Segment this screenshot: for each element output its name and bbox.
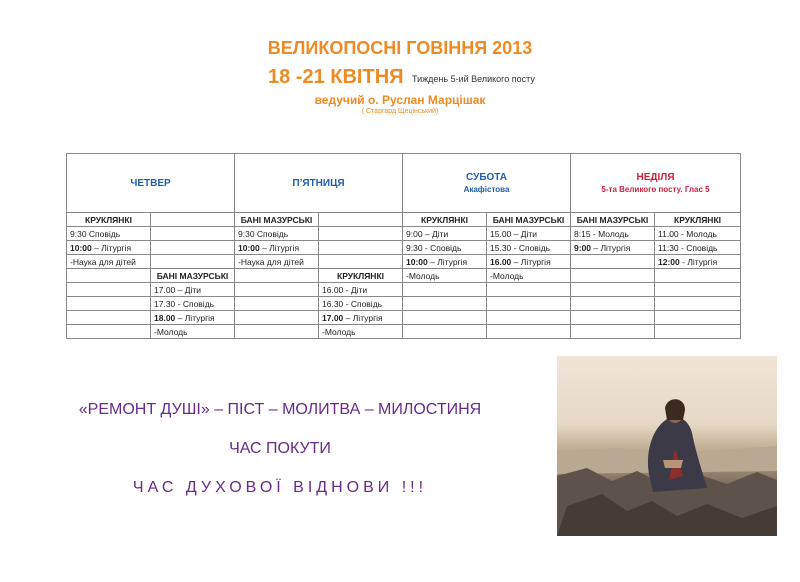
table-cell [235,311,319,325]
table-row [67,241,741,255]
painting-illustration [557,356,777,536]
table-cell: КРУКЛЯНКІ [67,213,151,227]
table-row [67,311,741,325]
table-cell [235,297,319,311]
table-cell: 15.00 – Діти [487,227,571,241]
table-cell [487,311,571,325]
table-cell [571,269,655,283]
table-cell [67,283,151,297]
table-cell: БАНІ МАЗУРСЬКІ [571,213,655,227]
table-cell [403,283,487,297]
table-cell [67,297,151,311]
table-cell: 11:30 - Сповідь [655,241,741,255]
table-cell [319,241,403,255]
table-cell: 17.00 – Діти [151,283,235,297]
table-cell: 12:00 - Літургія [655,255,741,269]
table-cell [655,311,741,325]
table-cell [571,297,655,311]
table-cell [67,325,151,339]
document-title: ВЕЛИКОПОСНІ ГОВІННЯ 2013 [267,38,533,58]
day-header-friday: П’ЯТНИЦЯ [235,154,403,213]
table-cell [235,283,319,297]
table-cell [487,297,571,311]
week-note: Тиждень 5-ий Великого посту [412,74,535,84]
table-cell: КРУКЛЯНКІ [403,213,487,227]
table-row [67,283,741,297]
table-cell [655,269,741,283]
figure-hair [665,399,685,420]
table-cell [571,311,655,325]
slogan-line-2: ЧАС ПОКУТИ [229,440,331,457]
table-cell: 9:30 - Сповідь [403,241,487,255]
table-cell [151,255,235,269]
table-cell: БАНІ МАЗУРСЬКІ [487,213,571,227]
christ-in-desert-painting [557,356,777,536]
figure-hands [663,460,683,468]
table-cell: 9:30 Сповідь [235,227,319,241]
table-cell [67,311,151,325]
table-cell [403,311,487,325]
table-cell [151,241,235,255]
table-cell: КРУКЛЯНКІ [655,213,741,227]
table-cell: 16.30 - Сповідь [319,297,403,311]
table-cell [319,213,403,227]
table-cell [487,325,571,339]
slogan-line-3: ЧАС ДУХОВОЇ ВІДНОВИ !!! [132,479,428,496]
table-cell: 10:00 – Літургія [403,255,487,269]
table-cell [403,297,487,311]
table-cell [67,269,151,283]
day-header-sunday: НЕДІЛЯ 5-та Великого посту. Глас 5 [571,154,741,213]
table-cell: 10:00 – Літургія [235,241,319,255]
table-row [67,255,741,269]
table-cell [235,269,319,283]
table-cell: -Наука для дітей [67,255,151,269]
day-header-saturday: СУБОТА Акафістова [403,154,571,213]
leader-place: ( Старгард Щецінський) [361,108,439,115]
table-cell: 9:30 Сповідь [67,227,151,241]
table-cell [319,227,403,241]
table-cell [655,283,741,297]
table-cell [151,213,235,227]
table-cell: -Молодь [487,269,571,283]
table-cell: -Молодь [151,325,235,339]
table-cell: 16.00 – Літургія [487,255,571,269]
table-row [67,269,741,283]
table-cell: КРУКЛЯНКІ [319,269,403,283]
table-cell: 9:00 – Літургія [571,241,655,255]
table-row [67,297,741,311]
table-cell [235,325,319,339]
table-cell: 16.00 - Діти [319,283,403,297]
table-cell: 15.30 - Сповідь [487,241,571,255]
table-cell [403,325,487,339]
day-header-thursday: ЧЕТВЕР [67,154,235,213]
table-cell: 18.00 – Літургія [151,311,235,325]
table-cell [151,227,235,241]
leader-line: ведучий о. Руслан Марцішак [314,93,486,107]
slogan-line-1: «РЕМОНТ ДУШІ» – ПІСТ – МОЛИТВА – МИЛОСТИНЯ [78,401,482,418]
document-dates: 18 -21 КВІТНЯ [268,66,404,88]
table-row [67,325,741,339]
table-cell: 17.00 – Літургія [319,311,403,325]
table-cell: -Наука для дітей [235,255,319,269]
table-cell [655,297,741,311]
table-cell: БАНІ МАЗУРСЬКІ [151,269,235,283]
table-row [67,213,741,227]
table-row [67,227,741,241]
table-cell: 11.00 - Молодь [655,227,741,241]
table-cell [319,255,403,269]
table-cell: БАНІ МАЗУРСЬКІ [235,213,319,227]
table-cell: 17.30 - Сповідь [151,297,235,311]
day-header-row [67,154,741,213]
table-cell: -Молодь [319,325,403,339]
table-cell [571,325,655,339]
schedule-table [66,153,741,339]
table-cell [487,283,571,297]
table-cell: 9:00 – Діти [403,227,487,241]
table-cell [655,325,741,339]
table-cell: -Молодь [403,269,487,283]
table-cell: 8:15 - Молодь [571,227,655,241]
table-cell: 10:00 – Літургія [67,241,151,255]
table-cell [571,255,655,269]
table-cell [571,283,655,297]
